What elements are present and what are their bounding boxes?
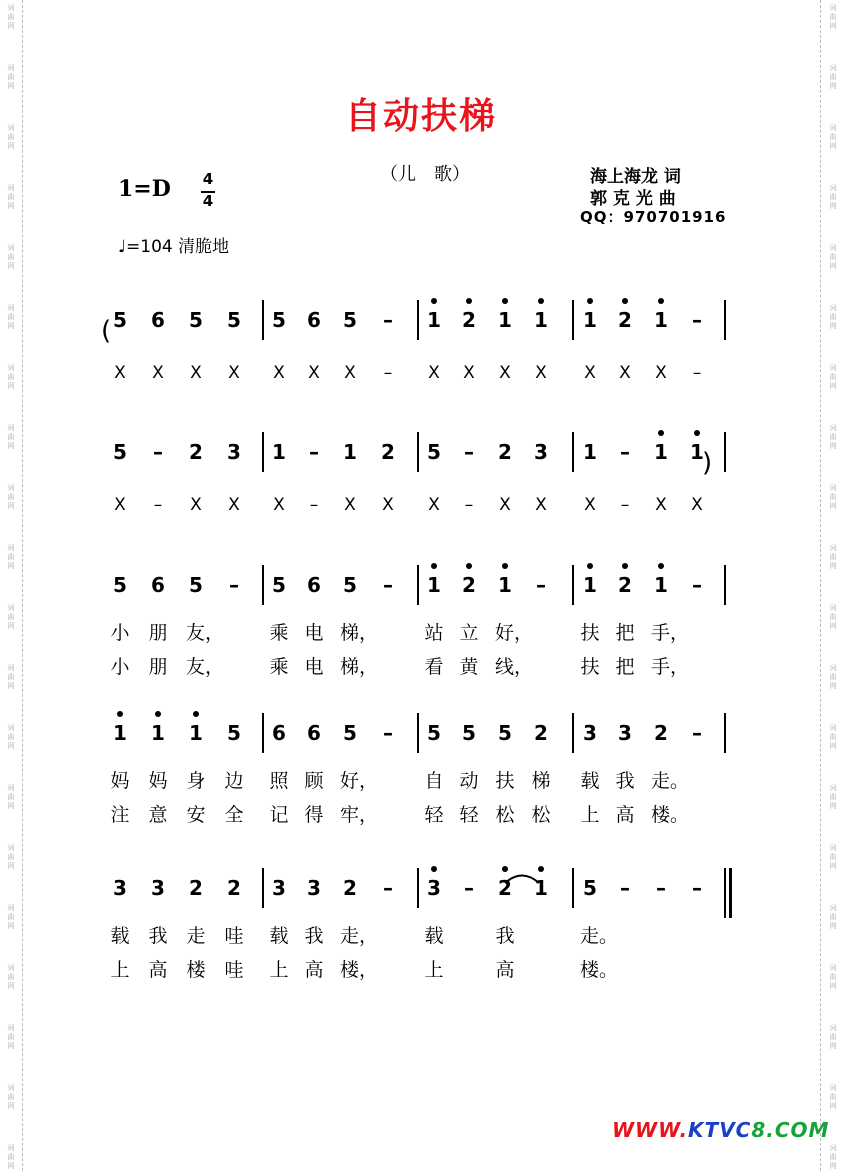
note: 3 bbox=[534, 440, 548, 464]
note: 2 bbox=[618, 308, 632, 332]
percussion-mark: X bbox=[190, 363, 202, 383]
percussion-mark: X bbox=[114, 495, 126, 515]
note: 1 bbox=[272, 440, 286, 464]
lyricist-credit: 海上海龙 词 bbox=[590, 167, 681, 187]
lyric: 我 bbox=[495, 925, 515, 947]
lyric: 高 bbox=[304, 959, 324, 981]
note: 1 bbox=[534, 876, 548, 900]
lyric: 载 bbox=[580, 770, 600, 792]
note: – bbox=[383, 876, 393, 900]
lyric: 高 bbox=[495, 959, 515, 981]
note: 3 bbox=[307, 876, 321, 900]
lyric: 梯， bbox=[340, 622, 379, 644]
watermark: 词 曲 网 bbox=[829, 4, 837, 30]
lyric: 载 bbox=[110, 925, 130, 947]
note: 5 bbox=[583, 876, 597, 900]
watermark: 词 曲 网 bbox=[829, 964, 837, 990]
note: 6 bbox=[307, 721, 321, 745]
percussion-mark: – bbox=[309, 495, 319, 515]
note: 1 bbox=[427, 573, 441, 597]
open-paren: ( bbox=[101, 316, 112, 346]
watermark: 词 曲 网 bbox=[829, 424, 837, 450]
watermark: 词 曲 网 bbox=[829, 724, 837, 750]
note: 5 bbox=[227, 308, 241, 332]
key-signature: 1=D bbox=[118, 176, 171, 202]
watermark: 词 曲 网 bbox=[7, 124, 15, 150]
time-signature-bottom: 4 bbox=[202, 192, 214, 210]
genre-label: （儿 歌） bbox=[380, 164, 470, 185]
percussion-mark: X bbox=[499, 363, 511, 383]
lyric: 安 bbox=[186, 804, 206, 826]
note: – bbox=[383, 308, 393, 332]
note: 5 bbox=[189, 573, 203, 597]
watermark: 词 曲 网 bbox=[829, 64, 837, 90]
lyric: 朋 bbox=[148, 622, 168, 644]
lyric: 松 bbox=[531, 804, 551, 826]
note: – bbox=[656, 876, 666, 900]
watermark: 词 曲 网 bbox=[7, 424, 15, 450]
lyric: 走 bbox=[186, 925, 206, 947]
note: 5 bbox=[462, 721, 476, 745]
note: 1 bbox=[583, 308, 597, 332]
note: – bbox=[620, 876, 630, 900]
note: 1 bbox=[654, 440, 668, 464]
lyric: 乘 bbox=[269, 622, 289, 644]
percussion-mark: X bbox=[584, 363, 596, 383]
lyric: 得 bbox=[304, 804, 324, 826]
lyric: 顾 bbox=[304, 770, 324, 792]
note: 5 bbox=[189, 308, 203, 332]
note: 1 bbox=[498, 308, 512, 332]
watermark: 词 曲 网 bbox=[7, 484, 15, 510]
lyric: 载 bbox=[269, 925, 289, 947]
lyric: 动 bbox=[459, 770, 479, 792]
watermark: 词 曲 网 bbox=[829, 544, 837, 570]
note: 2 bbox=[189, 440, 203, 464]
lyric: 梯， bbox=[340, 656, 379, 678]
percussion-mark: X bbox=[228, 495, 240, 515]
watermark: 词 曲 网 bbox=[7, 784, 15, 810]
note: 2 bbox=[618, 573, 632, 597]
watermark: 词 曲 网 bbox=[7, 844, 15, 870]
lyric: 好， bbox=[495, 622, 534, 644]
watermark: 词 曲 网 bbox=[7, 184, 15, 210]
percussion-mark: X bbox=[382, 495, 394, 515]
note: 6 bbox=[307, 308, 321, 332]
lyric: 注 bbox=[110, 804, 130, 826]
note: 3 bbox=[618, 721, 632, 745]
note: 2 bbox=[189, 876, 203, 900]
lyric: 梯 bbox=[531, 770, 551, 792]
note: 3 bbox=[272, 876, 286, 900]
percussion-mark: X bbox=[655, 495, 667, 515]
note: 1 bbox=[583, 440, 597, 464]
watermark: 词 曲 网 bbox=[7, 1084, 15, 1110]
percussion-mark: X bbox=[584, 495, 596, 515]
watermark: 词 曲 网 bbox=[829, 364, 837, 390]
lyric: 身 bbox=[186, 770, 206, 792]
lyric: 上 bbox=[424, 959, 444, 981]
note: 2 bbox=[498, 876, 512, 900]
lyric: 意 bbox=[148, 804, 168, 826]
lyric: 上 bbox=[110, 959, 130, 981]
lyric: 立 bbox=[459, 622, 479, 644]
watermark: 词 曲 网 bbox=[7, 244, 15, 270]
percussion-mark: X bbox=[655, 363, 667, 383]
note: 2 bbox=[462, 308, 476, 332]
percussion-mark: X bbox=[535, 495, 547, 515]
lyric: 小 bbox=[110, 656, 130, 678]
note: 1 bbox=[654, 573, 668, 597]
lyric: 朋 bbox=[148, 656, 168, 678]
lyric: 全 bbox=[224, 804, 244, 826]
percussion-mark: X bbox=[499, 495, 511, 515]
lyric: 妈 bbox=[110, 770, 130, 792]
lyric: 我 bbox=[148, 925, 168, 947]
lyric: 线， bbox=[495, 656, 534, 678]
percussion-mark: X bbox=[619, 363, 631, 383]
note: 6 bbox=[272, 721, 286, 745]
percussion-mark: X bbox=[463, 363, 475, 383]
lyric: 黄 bbox=[459, 656, 479, 678]
note: 2 bbox=[227, 876, 241, 900]
note: 2 bbox=[462, 573, 476, 597]
watermark: 词 曲 网 bbox=[7, 4, 15, 30]
site-part-3: 8.COM bbox=[751, 1118, 830, 1142]
lyric: 楼。 bbox=[580, 959, 619, 981]
note: 2 bbox=[381, 440, 395, 464]
note: – bbox=[464, 876, 474, 900]
percussion-mark: – bbox=[692, 363, 702, 383]
note: 6 bbox=[151, 573, 165, 597]
qq-contact: QQ：970701916 bbox=[580, 208, 727, 226]
note: 5 bbox=[343, 308, 357, 332]
lyric: 扶 bbox=[580, 656, 600, 678]
watermark: 词 曲 网 bbox=[829, 904, 837, 930]
percussion-mark: X bbox=[273, 495, 285, 515]
lyric: 楼， bbox=[340, 959, 379, 981]
note: 3 bbox=[427, 876, 441, 900]
lyric: 哇 bbox=[224, 925, 244, 947]
note: 5 bbox=[343, 573, 357, 597]
lyric: 电 bbox=[304, 656, 324, 678]
note: 1 bbox=[189, 721, 203, 745]
note: 6 bbox=[151, 308, 165, 332]
note: 3 bbox=[113, 876, 127, 900]
watermark: 词 曲 网 bbox=[7, 364, 15, 390]
site-part-2: KTVC bbox=[688, 1118, 752, 1142]
lyric: 手， bbox=[651, 656, 690, 678]
watermark: 词 曲 网 bbox=[829, 604, 837, 630]
lyric: 把 bbox=[615, 656, 635, 678]
note: 2 bbox=[343, 876, 357, 900]
note: – bbox=[383, 573, 393, 597]
lyric: 边 bbox=[224, 770, 244, 792]
lyric: 楼 bbox=[186, 959, 206, 981]
percussion-mark: – bbox=[383, 363, 393, 383]
lyric: 手， bbox=[651, 622, 690, 644]
lyric: 扶 bbox=[580, 622, 600, 644]
lyric: 走。 bbox=[651, 770, 690, 792]
percussion-mark: X bbox=[428, 495, 440, 515]
percussion-mark: X bbox=[691, 495, 703, 515]
percussion-mark: X bbox=[344, 363, 356, 383]
percussion-mark: – bbox=[464, 495, 474, 515]
note: – bbox=[620, 440, 630, 464]
watermark: 词 曲 网 bbox=[7, 664, 15, 690]
note: 5 bbox=[498, 721, 512, 745]
note: 6 bbox=[307, 573, 321, 597]
note: 3 bbox=[583, 721, 597, 745]
lyric: 轻 bbox=[424, 804, 444, 826]
time-signature-top: 4 bbox=[202, 170, 214, 188]
lyric: 友， bbox=[186, 656, 225, 678]
song-title: 自动扶梯 bbox=[344, 96, 497, 137]
note: 1 bbox=[534, 308, 548, 332]
watermark: 词 曲 网 bbox=[829, 1024, 837, 1050]
lyric: 记 bbox=[269, 804, 289, 826]
lyric: 我 bbox=[615, 770, 635, 792]
lyric: 高 bbox=[615, 804, 635, 826]
note: – bbox=[692, 573, 702, 597]
watermark: 词 曲 网 bbox=[7, 724, 15, 750]
lyric: 站 bbox=[424, 622, 444, 644]
note: 2 bbox=[534, 721, 548, 745]
note: – bbox=[536, 573, 546, 597]
note: 1 bbox=[151, 721, 165, 745]
note: 1 bbox=[583, 573, 597, 597]
note: 5 bbox=[227, 721, 241, 745]
tempo-text: =104 清脆地 bbox=[126, 237, 230, 257]
note: – bbox=[692, 308, 702, 332]
percussion-mark: X bbox=[190, 495, 202, 515]
watermark: 词 曲 网 bbox=[7, 904, 15, 930]
watermark: 词 曲 网 bbox=[829, 664, 837, 690]
percussion-mark: X bbox=[273, 363, 285, 383]
lyric: 轻 bbox=[459, 804, 479, 826]
watermark: 词 曲 网 bbox=[7, 604, 15, 630]
watermark: 词 曲 网 bbox=[829, 244, 837, 270]
percussion-mark: X bbox=[308, 363, 320, 383]
note: 5 bbox=[113, 573, 127, 597]
composer-credit: 郭 克 光 曲 bbox=[590, 189, 676, 209]
percussion-mark: X bbox=[535, 363, 547, 383]
note: – bbox=[229, 573, 239, 597]
lyric: 友， bbox=[186, 622, 225, 644]
note: 1 bbox=[654, 308, 668, 332]
note: 3 bbox=[151, 876, 165, 900]
lyric: 我 bbox=[304, 925, 324, 947]
note: – bbox=[464, 440, 474, 464]
watermark: 词 曲 网 bbox=[7, 64, 15, 90]
lyric: 电 bbox=[304, 622, 324, 644]
note: 1 bbox=[498, 573, 512, 597]
lyric: 自 bbox=[424, 770, 444, 792]
percussion-mark: X bbox=[152, 363, 164, 383]
percussion-mark: X bbox=[228, 363, 240, 383]
watermark: 词 曲 网 bbox=[7, 964, 15, 990]
watermark: 词 曲 网 bbox=[829, 844, 837, 870]
note: 3 bbox=[227, 440, 241, 464]
lyric: 妈 bbox=[148, 770, 168, 792]
lyric: 乘 bbox=[269, 656, 289, 678]
note: – bbox=[383, 721, 393, 745]
watermark: 词 曲 网 bbox=[7, 1024, 15, 1050]
note: – bbox=[153, 440, 163, 464]
lyric: 扶 bbox=[495, 770, 515, 792]
lyric: 上 bbox=[269, 959, 289, 981]
note: – bbox=[692, 876, 702, 900]
lyric: 载 bbox=[424, 925, 444, 947]
lyric: 松 bbox=[495, 804, 515, 826]
note: 1 bbox=[343, 440, 357, 464]
note: 1 bbox=[690, 440, 704, 464]
watermark: 词 曲 网 bbox=[829, 1144, 837, 1170]
note: 5 bbox=[427, 440, 441, 464]
watermark: 词 曲 网 bbox=[7, 1144, 15, 1170]
note: 1 bbox=[113, 721, 127, 745]
percussion-mark: – bbox=[153, 495, 163, 515]
note: 5 bbox=[113, 440, 127, 464]
lyric: 楼。 bbox=[651, 804, 690, 826]
lyric: 哇 bbox=[224, 959, 244, 981]
watermark: 词 曲 网 bbox=[7, 544, 15, 570]
lyric: 走， bbox=[340, 925, 379, 947]
lyric: 高 bbox=[148, 959, 168, 981]
note: – bbox=[692, 721, 702, 745]
note: – bbox=[309, 440, 319, 464]
quarter-note-icon: ♩ bbox=[118, 237, 127, 257]
note: 1 bbox=[427, 308, 441, 332]
close-paren: ) bbox=[702, 448, 713, 478]
lyric: 把 bbox=[615, 622, 635, 644]
watermark: 词 曲 网 bbox=[829, 484, 837, 510]
lyric: 照 bbox=[269, 770, 289, 792]
note: 5 bbox=[272, 308, 286, 332]
percussion-mark: – bbox=[620, 495, 630, 515]
note: 2 bbox=[498, 440, 512, 464]
site-part-1: WWW. bbox=[612, 1118, 689, 1142]
note: 5 bbox=[343, 721, 357, 745]
note: 5 bbox=[427, 721, 441, 745]
watermark: 词 曲 网 bbox=[829, 304, 837, 330]
lyric: 小 bbox=[110, 622, 130, 644]
website-logo bbox=[612, 1118, 829, 1142]
watermark: 词 曲 网 bbox=[7, 304, 15, 330]
note: 5 bbox=[113, 308, 127, 332]
percussion-mark: X bbox=[114, 363, 126, 383]
lyric: 上 bbox=[580, 804, 600, 826]
percussion-mark: X bbox=[344, 495, 356, 515]
lyric: 牢， bbox=[340, 804, 379, 826]
percussion-mark: X bbox=[428, 363, 440, 383]
watermark: 词 曲 网 bbox=[829, 184, 837, 210]
watermark: 词 曲 网 bbox=[829, 124, 837, 150]
note: 5 bbox=[272, 573, 286, 597]
lyric: 走。 bbox=[580, 925, 619, 947]
lyric: 好， bbox=[340, 770, 379, 792]
watermark: 词 曲 网 bbox=[829, 1084, 837, 1110]
note: 2 bbox=[654, 721, 668, 745]
lyric: 看 bbox=[424, 656, 444, 678]
watermark: 词 曲 网 bbox=[829, 784, 837, 810]
